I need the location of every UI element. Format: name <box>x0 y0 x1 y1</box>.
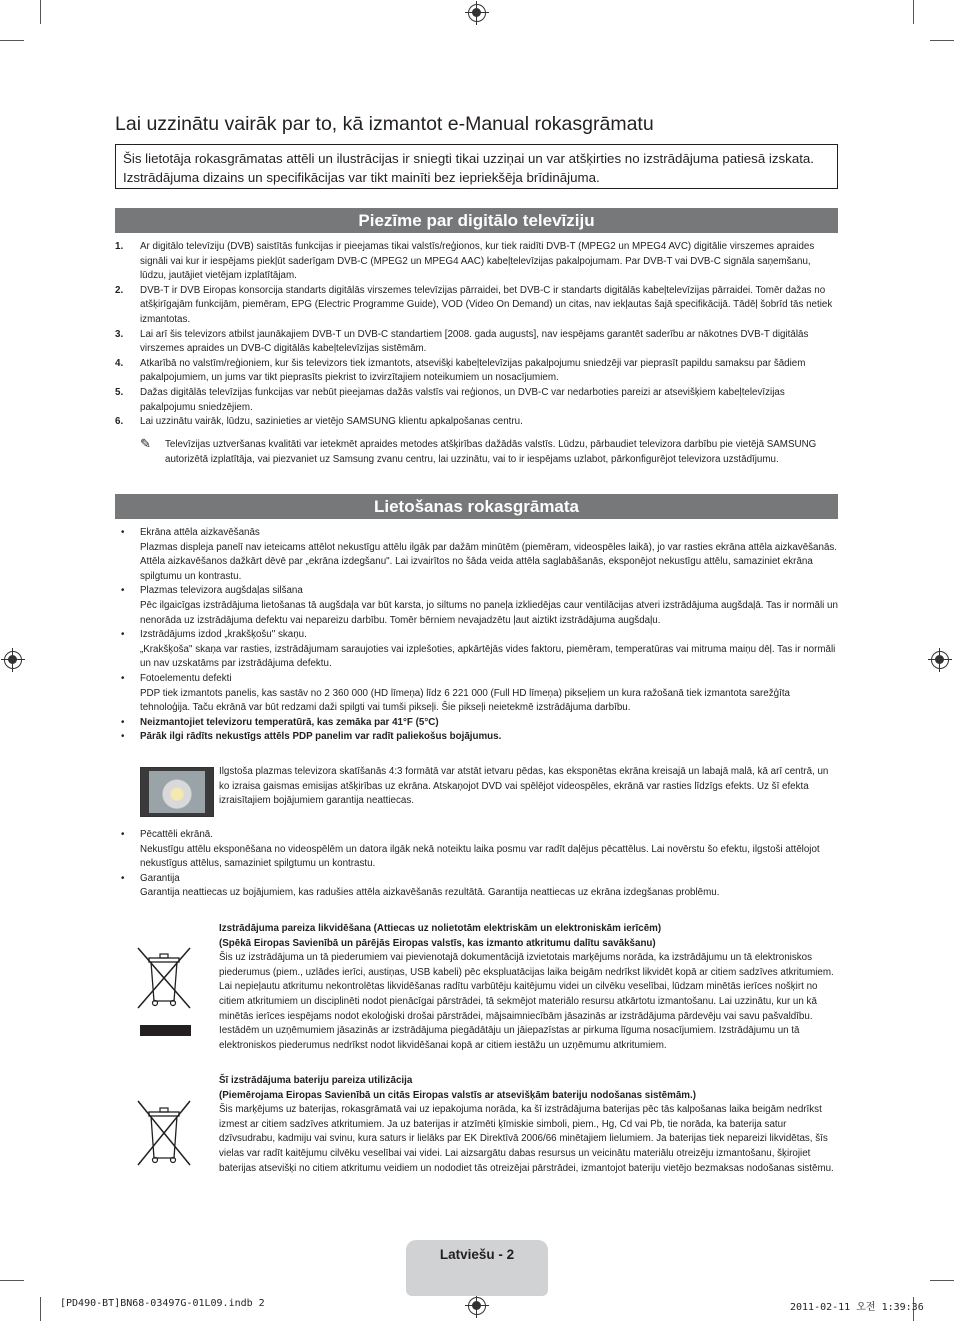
item-heading: Neizmantojiet televizoru temperatūrā, kas zemāka par 41°F (5°C) <box>140 716 439 728</box>
item-number: 2. <box>115 284 124 296</box>
item-text: Garantija neattiecas uz bojājumiem, kas radušies attēla aizkavēšanās rezultātā. Garantija neattiecas uz ekrāna izdegšanas problēmu. <box>140 887 720 899</box>
item-text: Dažas digitālās televīzijas funkcijas var nebūt pieejamas dažās valstīs vai reģionos, un DVB-C var nedarboties pareizi ar atsevišķiem kabeļtelevīzijas pakalpojumu sniedzējiem. <box>140 386 785 413</box>
list-item <box>115 716 838 731</box>
crop-mark <box>913 0 914 24</box>
bullet-icon: • <box>121 672 125 684</box>
crop-mark <box>0 40 24 41</box>
item-heading: Plazmas televizora augšdaļas silšana <box>140 585 303 597</box>
item-heading: Ekrāna attēla aizkavēšanās <box>140 527 260 538</box>
item-number: 3. <box>115 328 124 340</box>
item-text: DVB-T ir DVB Eiropas konsorcija standarts digitālās virszemes televīzijas pārraidei, bet DVB-C ir standarts digitālās kabeļtelevīzijas pārraidei. Tomēr dažas no atšķirīgajām funkcijām, piemēram, EPG (Electric Programme Guide), VOD (Video On Demand) un citas, nav iekļautas šajā specifikācijā. Tādēļ šobrīd tās netiek izmantotas. <box>140 284 833 325</box>
battery-title: Šī izstrādājuma bateriju pareiza utilizācija <box>219 1075 413 1086</box>
registration-mark-icon <box>4 651 22 669</box>
weee-black-bar <box>140 1025 191 1036</box>
item-text: Ar digitālo televīziju (DVB) saistītās funkcijas ir pieejamas tikai valstīs/reģionos, kur tiek raidīti DVB-T (MPEG2 un MPEG4 AVC) digitālie virszemes apraides signāli vai kur ir iespējams piekļūt saderīgam DVB-C (MPEG2 un MPEG4 AAC) kabeļtelevīzijas pakalpojumam. Par DVB-T vai DVB-C signāla saņemšanu, lūdzu, jautājiet vietējam izplatītājam. <box>140 241 815 282</box>
battery-subtitle: (Piemērojama Eiropas Savienībā un citās Eiropas valstīs ar atsevišķām bateriju nodošanas sistēmām.) <box>219 1089 696 1101</box>
registration-mark-icon <box>468 4 486 22</box>
bullet-icon: • <box>121 527 125 538</box>
intro-disclaimer-box <box>115 144 838 189</box>
list-item <box>115 628 838 672</box>
note-block <box>140 438 838 467</box>
battery-text: Šis marķējums uz baterijas, rokasgrāmatā vai uz iepakojuma norāda, ka šī izstrādājuma baterijas pēc tās kalpošanas laika beigām nedrīkst izmest ar citiem sadzīves atkritumiem. Ja uz baterijas ir atzīmēti ķīmiskie simboli, piem., Hg, Cd vai Pb, tie norāda, ka baterija satur dzīvsudrabu, kadmiju vai svinu, kura saturs ir lielāks par EK Direktīvā 2006/66 minētajiem lielumiem. Ja baterijas tiek nepareizi likvidētas, šīs vielas var radīt kaitējumu cilvēku veselībai vai videi. Lai aizsargātu dabas resursus un veicinātu materiālu otreizēju izmantošanu, šķirojiet baterijas atsevišķi no citiem atkritumu veidiem un nododiet tās otreizējai pārstrādei, izmantojot bateriju vietējo bezmaksas nodošanas sistēmu. <box>219 1104 834 1174</box>
list-item <box>115 730 838 745</box>
item-text: „Krakšķoša" skaņa var rasties, izstrādājumam saraujoties vai izplešoties, apkārtējās vides faktoru, piemēram, temperatūras vai mitruma maiņu dēļ. Tas ir normāli un nav uzskatāms par izstrādājuma defektu. <box>140 643 836 670</box>
item-number: 1. <box>115 241 124 252</box>
section-title-user-manual: Lietošanas rokasgrāmata <box>115 494 838 519</box>
crop-mark <box>40 0 41 24</box>
item-heading: Izstrādājums izdod „krakšķošu" skaņu. <box>140 629 307 641</box>
list-item <box>115 386 838 415</box>
bullet-icon: • <box>121 716 125 728</box>
tv-screen-image <box>140 767 214 817</box>
item-text: Atkarībā no valstīm/reģioniem, kur šis televizors tiek izmantots, atsevišķi kabeļtelevīzijas pakalpojumu sniedzēji var pieprasīt papildu samaksu par šādiem pakalpojumiem, un jums var tikt pieprasīts piekrist to izvirzītajiem noteikumiem un nosacījumiem. <box>140 357 806 384</box>
bullet-icon: • <box>121 629 125 641</box>
battery-disposal-block <box>219 1074 838 1176</box>
print-timestamp: 2011-02-11 오전 1:39:36 <box>790 1302 924 1313</box>
list-item <box>115 828 838 872</box>
crop-mark <box>0 1280 24 1281</box>
weee-text: Šis uz izstrādājuma un tā piederumiem vai pievienotajā dokumentācijā izvietotais marķējums norāda, ka izstrādājumu un tā elektroniskos piederumus (piem., uzlādes ierīci, austiņas, USB kabeli) pēc ekspluatācijas laika beigām nedrīkst likvidēt kopā ar citiem sadzīves atkritumiem. Lai nepieļautu atkritumu nekontrolētas likvidēšanas radītu varbūtēju kaitējumu videi un cilvēku veselībai, lūdzam minētās ierīces nošķirt no citiem atkritumiem un disciplinēti nodot pienācīgai pārstrādei, tā sekmējot materiālo resursu atkārtotu izmantošanu. Lai uzzinātu, kur un kā minētās ierīces iespējams nodot ekoloģiski drošai pārstrādei, mājsaimniecībām jāsazinās ar izstrādājuma pārdevēju vai savu pašvaldību. Iestādēm un uzņēmumiem jāsazinās ar izstrādājuma piegādātāju un jāiepazīstas ar pirkuma līguma nosacījumiem. Izstrādājumu un tā elektroniskos piederumus nedrīkst nodot likvidēšanai kopā ar citiem iestāžu un uzņēmumu atkritumiem. <box>219 952 834 1051</box>
list-item <box>115 526 838 584</box>
list-item <box>115 357 838 386</box>
list-item <box>115 240 838 284</box>
list-item <box>115 584 838 628</box>
flower-picture <box>149 771 205 813</box>
manual-list-b <box>115 828 838 901</box>
item-heading: Pārāk ilgi rādīts nekustīgs attēls PDP panelim var radīt paliekošus bojājumus. <box>140 731 502 743</box>
item-heading: Garantija <box>140 872 180 884</box>
page-title: Lai uzzinātu vairāk par to, kā izmantot e-Manual rokasgrāmatu <box>115 113 654 135</box>
digital-tv-list <box>115 240 838 430</box>
item-text: Lai arī šis televizors atbilst jaunākajiem DVB-T un DVB-C standartiem [2008. gada augusts], nav iespējams garantēt saderību ar nākotnes DVB-T digitālās virszemes apraides un DVB-C digitālās kabeļtelevīzijas sistēmām. <box>140 328 809 355</box>
item-text: Nekustīgu attēlu eksponēšana no videospēlēm un datora ilgāk nekā noteiktu laika posmu var radīt daļējus pēcattēlus. Lai novērstu šo efektu, ilgstoši attēlojot nekustīgus attēlus, samaziniet spilgtumu un kontrastu. <box>140 843 820 870</box>
section-title-digital-tv: Piezīme par digitālo televīziju <box>115 208 838 233</box>
item-text: Pēc ilgaicīgas izstrādājuma lietošanas tā augšdaļa var būt karsta, jo siltums no paneļa izkliedējas caur ventilācijas atveri izstrādājuma augšdaļā. Tas ir normāli un nenorāda uz izstrādājuma defektu vai nepareizu darbību. Tomēr bērniem nevajadzētu ļaut aiztikt izstrādājuma augšdaļu. <box>140 599 838 626</box>
crossed-battery-bin-icon <box>135 1098 193 1168</box>
bullet-icon: • <box>121 731 125 743</box>
weee-disposal-block <box>219 922 838 1053</box>
crop-mark <box>930 1280 954 1281</box>
weee-title: Izstrādājuma pareiza likvidēšana (Attiecas uz nolietotām elektriskām un elektroniskām ierīcēm) <box>219 923 662 934</box>
list-item <box>115 284 838 328</box>
note-pencil-icon: ✎ <box>140 436 151 451</box>
bullet-icon: • <box>121 829 125 840</box>
item-number: 5. <box>115 386 124 398</box>
page-number-tab: Latviešu - 2 <box>406 1240 548 1296</box>
print-file-info: [PD490-BT]BN68-03497G-01L09.indb 2 <box>60 1298 265 1309</box>
manual-list-a <box>115 526 838 745</box>
list-item <box>115 872 838 901</box>
bullet-icon: • <box>121 585 125 597</box>
item-text: Plazmas displeja panelī nav ieteicams attēlot nekustīgu attēlu ilgāk par dažām minūtēm (piemēram, videospēles laikā), jo var rasties ekrāna attēla aizkavēšanās. Attēla aizkavēšanos dažkārt dēvē par „ekrāna izdegšanu". Lai izvairītos no šāda veida attēla saglabāšanās, eksponējot nekustīgu attēlu, samaziniet ekrāna spilgtumu un kontrastu. <box>140 541 838 582</box>
item-number: 4. <box>115 357 124 369</box>
item-heading: Pēcattēli ekrānā. <box>140 829 213 840</box>
registration-mark-icon <box>468 1297 486 1315</box>
item-heading: Fotoelementu defekti <box>140 672 232 684</box>
item-number: 6. <box>115 416 124 428</box>
list-item <box>115 328 838 357</box>
burn-in-description: Ilgstoša plazmas televizora skatīšanās 4:3 formātā var atstāt ietvaru pēdas, kas eksponētas ekrāna kreisajā un labajā malā, kā arī centrā, un ko izraisa gaismas emisijas atšķirības uz ekrāna. Atskaņojot DVD vai spēlējot videospēles, ekrānā var rasties līdzīgs efekts. Uz šī efekta izraisītajiem bojājumiem garantija neattiecas. <box>219 766 829 807</box>
list-item <box>115 672 838 716</box>
note-text: Televīzijas uztveršanas kvalitāti var ietekmēt apraides metodes atšķirības dažādās valstīs. Lūdzu, pārbaudiet televizora darbību pie vietējā SAMSUNG autorizētā izplatītāja, vai piezvaniet uz Samsung zvanu centru, lai uzzinātu, vai to ir iespējams uzlabot, pārkonfigurējot televizora uzstādījumu. <box>165 439 817 465</box>
registration-mark-icon <box>931 651 949 669</box>
intro-text: Šis lietotāja rokasgrāmatas attēli un ilustrācijas ir sniegti tikai uzziņai un var atšķirties no izstrādājuma patiesā izskata. Izstrādājuma dizains un specifikācijas var tikt mainīti bez iepriekšēja brīdinājuma. <box>123 151 815 185</box>
bullet-icon: • <box>121 872 125 884</box>
crop-mark <box>930 40 954 41</box>
list-item <box>115 415 838 430</box>
crossed-bin-icon <box>135 945 193 1011</box>
weee-subtitle: (Spēkā Eiropas Savienībā un pārējās Eiropas valstīs, kas izmanto atkritumu dalītu savākšanu) <box>219 937 656 949</box>
item-text: Lai uzzinātu vairāk, lūdzu, sazinieties ar vietējo SAMSUNG klientu apkalpošanas centru. <box>140 416 523 428</box>
item-text: PDP tiek izmantots panelis, kas sastāv no 2 360 000 (HD līmeņa) līdz 6 221 000 (Full HD līmeņa) pikseļiem un kura ražošanā tiek izmantota sarežģīta tehnoloģija. Taču ekrānā var būt redzami daži spilgti vai tumši pikseļi. Šie pikseļi neietekmē izstrādājuma darbību. <box>140 687 790 714</box>
crop-mark <box>40 1297 41 1321</box>
